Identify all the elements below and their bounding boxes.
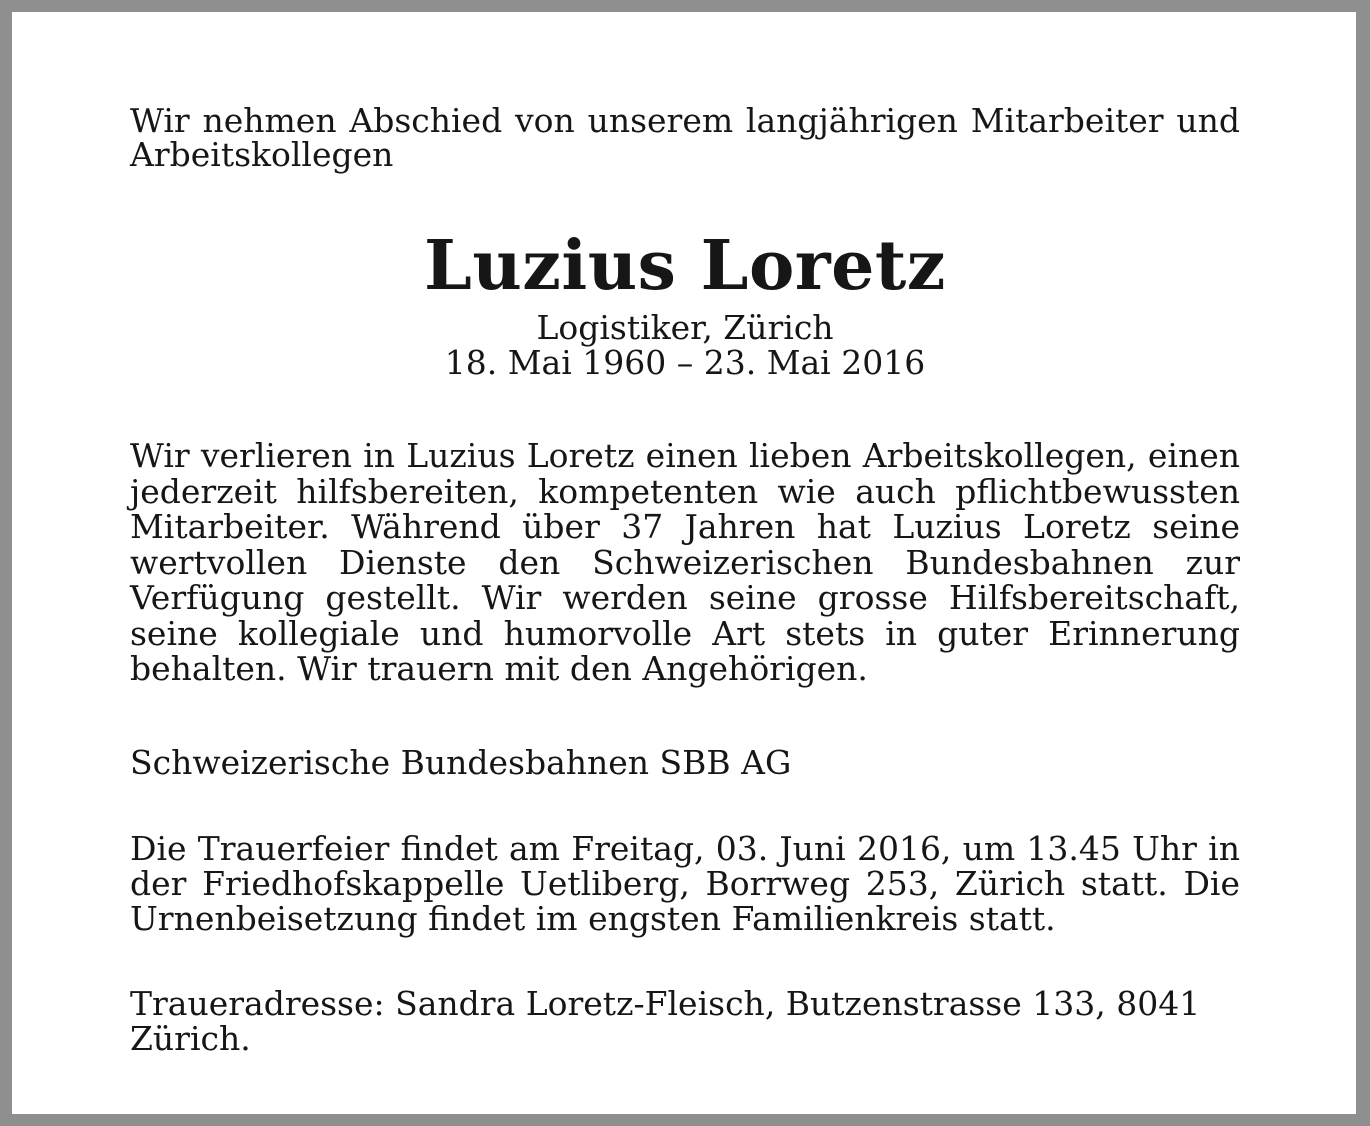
mourning-address: Traueradresse: Sandra Loretz-Fleisch, Butzenstrasse 133, 8041 Zürich. (130, 983, 1201, 1058)
intro-text: Wir nehmen Abschied von unserem langjährigen Mitarbeiter und Arbeitskollegen (130, 101, 1240, 174)
deceased-name: Luzius Loretz (424, 226, 946, 306)
organization-signature: Schweizerische Bundesbahnen SBB AG (130, 742, 792, 782)
obituary-notice (12, 12, 1356, 1114)
tribute-text: Wir verlieren in Luzius Loretz einen lieben Arbeitskollegen, einen jederzeit hilfsbereiten, kompetenten wie auch pflichtbewussten Mitarbeiter. Während über 37 Jahren hat Luzius Loretz seine wertvollen Dienste den Schweizerischen Bundesbahnen zur Verfügung gestellt. Wir werden seine grosse Hilfsbereitschaft, seine kollegiale und humorvolle Art stets in guter Erinnerung behalten. Wir trauern mit den Angehörigen. (130, 436, 1240, 688)
life-dates: 18. Mai 1960 – 23. Mai 2016 (444, 343, 926, 382)
profession-location: Logistiker, Zürich (536, 308, 834, 347)
ceremony-info: Die Trauerfeier findet am Freitag, 03. Juni 2016, um 13.45 Uhr in der Friedhofskappelle Uetliberg, Borrweg 253, Zürich statt. Die Urnenbeisetzung findet im engsten Familienkreis statt. (130, 828, 1240, 938)
notice-content (130, 101, 1240, 1058)
